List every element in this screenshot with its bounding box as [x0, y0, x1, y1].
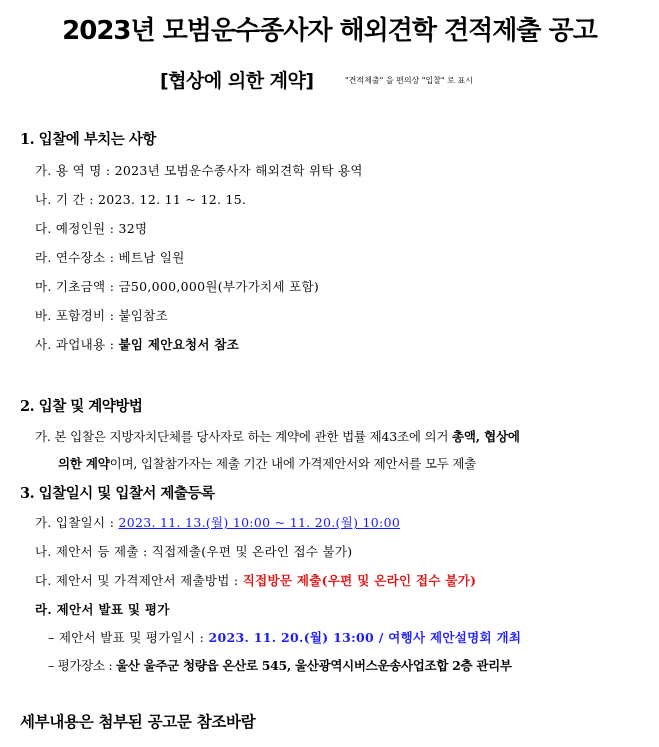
- item-label: 다. 제안서 및 가격제안서 제출방법 :: [35, 573, 243, 588]
- section-2-line: [35, 427, 520, 445]
- subtitle-note: "견적제출" 을 편의상 "입찰" 로 표시: [345, 76, 473, 85]
- line-text: 이며, 입찰참가자는 제출 기간 내에 가격제안서와 제안서를 모두 제출: [109, 456, 477, 471]
- evaluation-date-value: 2023. 11. 20.(월) 13:00 / 여행사 제안설명회 개최: [208, 630, 522, 645]
- section-1-item: 다. 예정인원 : 32명: [35, 221, 148, 236]
- line-emphasis: 의한 계약: [58, 456, 110, 471]
- section-3-item: [35, 571, 476, 589]
- section-1-item: 마. 기초금액 : 금50,000,000원(부가가치세 포함): [35, 279, 320, 294]
- section-1-item: 바. 포함경비 : 붙임참조: [35, 308, 168, 323]
- item-value: 붙임 제안요청서 참조: [118, 337, 240, 352]
- section-1-item: 나. 기 간 : 2023. 12. 11 ~ 12. 15.: [35, 192, 247, 207]
- section-2-heading: 2. 입찰 및 계약방법: [20, 398, 143, 415]
- section-3-subitem: [48, 656, 512, 674]
- section-1-item: 라. 연수장소 : 베트남 일원: [35, 250, 185, 265]
- section-3-item: [35, 513, 400, 531]
- evaluation-place-value: 울산 울주군 청량읍 온산로 545, 울산광역시버스운송사업조합 2층 관리부: [115, 658, 512, 673]
- section-1-heading: 1. 입찰에 부치는 사항: [20, 131, 156, 148]
- section-3-item: 나. 제안서 등 제출 : 직접제출(우편 및 온라인 접수 불가): [35, 544, 353, 559]
- item-label: 가. 입찰일시 :: [35, 515, 119, 530]
- page-title: 2023년 모범운수종사자 해외견학 견적제출 공고: [62, 16, 597, 46]
- bid-date-value: 2023. 11. 13.(월) 10:00 ~ 11. 20.(월) 10:00: [118, 515, 401, 530]
- section-2-line: [58, 454, 476, 472]
- section-3-item: 라. 제안서 발표 및 평가: [35, 602, 170, 617]
- section-1-item: 가. 용 역 명 : 2023년 모범운수종사자 해외견학 위탁 용역: [35, 163, 363, 178]
- section-3-subitem: [48, 628, 521, 646]
- footer-note: 세부내용은 첨부된 공고문 참조바람: [20, 713, 256, 731]
- line-text: 가. 본 입찰은 지방자치단체를 당사자로 하는 계약에 관한 법률 제43조에 의거: [35, 429, 453, 444]
- line-emphasis: 총액, 협상에: [452, 429, 520, 444]
- item-label: – 평가장소 :: [48, 658, 116, 673]
- submission-method-value: 직접방문 제출(우편 및 온라인 접수 불가): [242, 573, 477, 588]
- section-3-heading: 3. 입찰일시 및 입찰서 제출등록: [20, 485, 215, 502]
- item-label: 사. 과업내용 :: [35, 337, 119, 352]
- item-label: – 제안서 발표 및 평가일시 :: [48, 630, 209, 645]
- section-1-item: [35, 335, 239, 353]
- contract-type-subtitle: [협상에 의한 계약]: [160, 70, 314, 92]
